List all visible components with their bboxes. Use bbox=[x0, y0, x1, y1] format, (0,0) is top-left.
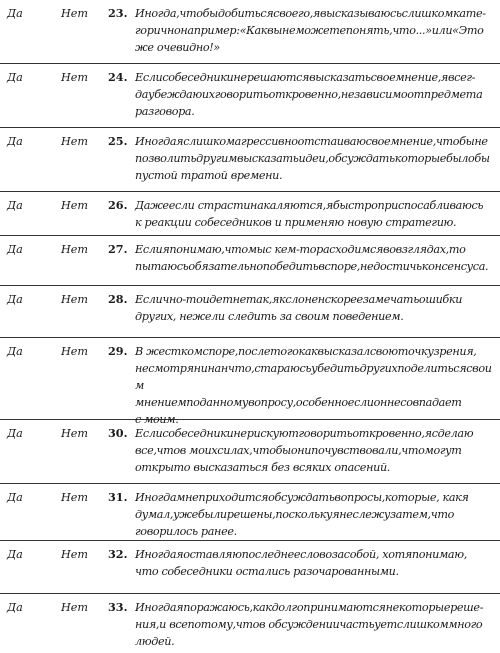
question-number: 33. bbox=[108, 600, 128, 614]
answer-no-option[interactable]: Нет bbox=[61, 491, 88, 504]
answer-no-option[interactable]: Нет bbox=[61, 293, 88, 306]
question-row-26 bbox=[0, 192, 500, 236]
question-row-33 bbox=[0, 594, 500, 653]
question-text: Еслисобеседникинерискуютговоритьоткровенно,ясделаю все,чтов моихсилах,чтобыонипочувствовали,чтомогут открыто высказаться без всяких опасений. bbox=[135, 427, 474, 474]
answer-no-option[interactable]: Нет bbox=[61, 71, 88, 84]
answer-yes-option[interactable]: Да bbox=[7, 491, 23, 504]
question-row-29 bbox=[0, 338, 500, 426]
answer-no-option[interactable]: Нет bbox=[61, 7, 88, 20]
answer-yes-option[interactable]: Да bbox=[7, 135, 23, 148]
answer-no-option[interactable]: Нет bbox=[61, 199, 88, 212]
question-row-30 bbox=[0, 420, 500, 484]
answer-yes-option[interactable]: Да bbox=[7, 243, 23, 256]
question-text: Иногдаяоставляюпоследнеесловозасобой, хотяпонимаю, что собеседники остались разочарованными. bbox=[135, 548, 467, 578]
question-text: Еслияпонимаю,чтомыс кем-торасходимсявовзглядах,то пытаюсьобязательнопобедитьвспоре,недостичьконсенсуса. bbox=[135, 243, 489, 273]
answer-yes-option[interactable]: Да bbox=[7, 345, 23, 358]
question-text: Дажеесли страстинакаляются,ябыстроприспосабливаюсь к реакции собеседников и применяю новую стратегию. bbox=[135, 199, 484, 229]
answer-yes-option[interactable]: Да bbox=[7, 548, 23, 561]
question-number: 25. bbox=[108, 134, 128, 148]
question-number: 32. bbox=[108, 547, 128, 561]
question-number: 27. bbox=[108, 242, 128, 256]
answer-yes-option[interactable]: Да bbox=[7, 71, 23, 84]
question-text: Еслисобеседникинерешаютсявысказатьсвоемнение,явсег- даубеждаюихговоритьоткровенно,независимоотпредмета разговора. bbox=[135, 71, 483, 118]
question-text: Иногдамнеприходитсяобсуждатьвопросы,которые, какя думал,ужебылирешены,посколькуянеслежузатем,что говорилось ранее. bbox=[135, 491, 469, 538]
question-row-23 bbox=[0, 0, 500, 64]
question-row-28 bbox=[0, 286, 500, 338]
question-text: Иногдаяпоражаюсь,какдолгопринимаютсянекоторыереше- ния,и всепотому,чтов обсуждениичастьуетслишкоммного людей. bbox=[135, 601, 484, 648]
question-row-27 bbox=[0, 236, 500, 286]
question-number: 31. bbox=[108, 490, 128, 504]
question-text: Иногда,чтобыдобитьсясвоего,явысказываюсьслишкомкате- горичнонапример:«Каквынеможетепонять,что...»или«Это же очевидно!» bbox=[135, 7, 486, 54]
question-row-32 bbox=[0, 541, 500, 594]
answer-no-option[interactable]: Нет bbox=[61, 548, 88, 561]
question-text: Иногдаяслишкомагрессивноотстаиваюсвоемнение,чтобыне позволитьдругимвысказатьидеи,обсуждатькоторыебылобы пустой тратой времени. bbox=[135, 135, 490, 182]
question-row-25 bbox=[0, 128, 500, 192]
question-row-31 bbox=[0, 484, 500, 541]
answer-no-option[interactable]: Нет bbox=[61, 135, 88, 148]
question-number: 23. bbox=[108, 6, 128, 20]
question-number: 24. bbox=[108, 70, 128, 84]
answer-yes-option[interactable]: Да bbox=[7, 427, 23, 440]
answer-yes-option[interactable]: Да bbox=[7, 601, 23, 614]
question-row-24 bbox=[0, 64, 500, 128]
answer-yes-option[interactable]: Да bbox=[7, 293, 23, 306]
answer-yes-option[interactable]: Да bbox=[7, 199, 23, 212]
answer-no-option[interactable]: Нет bbox=[61, 427, 88, 440]
question-number: 26. bbox=[108, 198, 128, 212]
answer-no-option[interactable]: Нет bbox=[61, 345, 88, 358]
question-text: Еслично-тоидетнетак,якслоненскореезамечатьошибки других, нежели следить за своим поведением. bbox=[135, 293, 463, 323]
answer-yes-option[interactable]: Да bbox=[7, 7, 23, 20]
answer-no-option[interactable]: Нет bbox=[61, 601, 88, 614]
question-number: 28. bbox=[108, 292, 128, 306]
question-text: В жесткомспоре,послетогокаквысказалсвоюточкузрения, несмотрянинанчто,стараюсьубедитьдругихподелитьсясвоим мнениемподанномувопросу,особенноеслионнесовпадает с моим. bbox=[135, 345, 492, 426]
answer-no-option[interactable]: Нет bbox=[61, 243, 88, 256]
question-number: 29. bbox=[108, 344, 128, 358]
question-number: 30. bbox=[108, 426, 128, 440]
